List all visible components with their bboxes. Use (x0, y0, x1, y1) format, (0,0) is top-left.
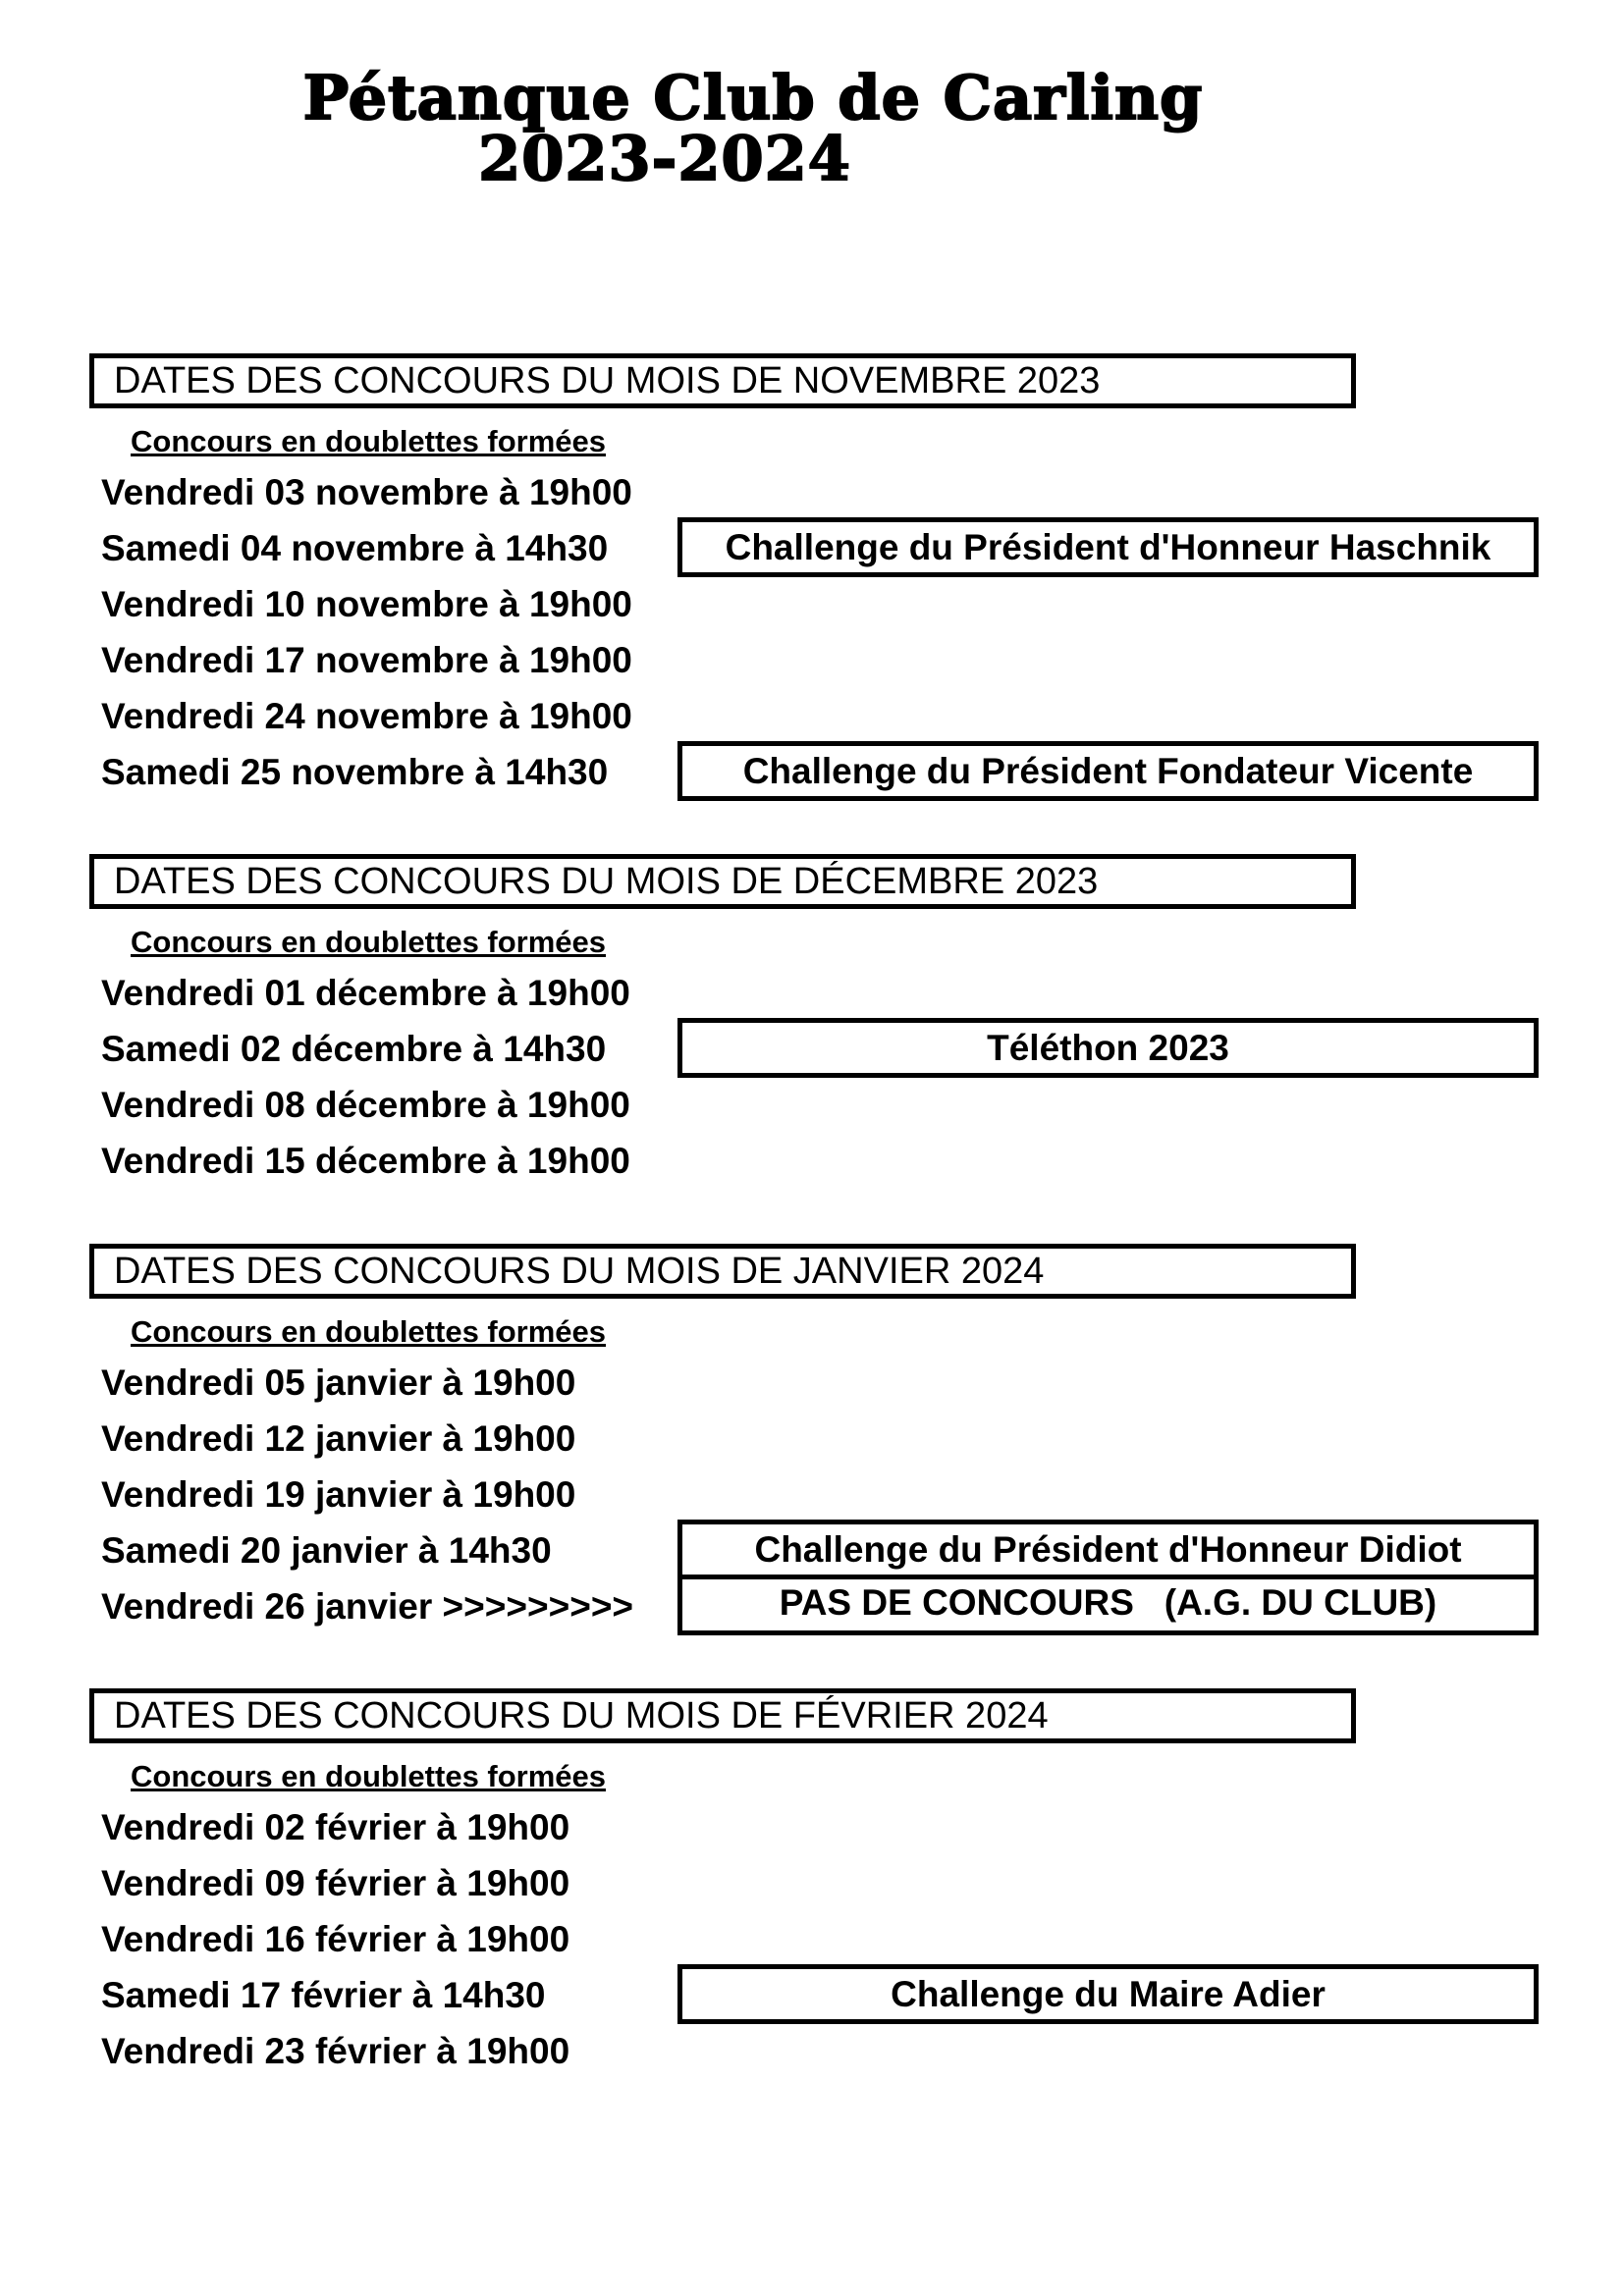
event-date: Vendredi 16 février à 19h00 (101, 1919, 570, 1959)
month-header: DATES DES CONCOURS DU MOIS DE DÉCEMBRE 2023 (89, 854, 1356, 909)
event-box: Challenge du Président d'Honneur Haschnik (677, 517, 1539, 577)
event-box: PAS DE CONCOURS (A.G. DU CLUB) (677, 1575, 1539, 1635)
section-subtitle: Concours en doublettes formées (131, 1759, 607, 1793)
month-header: DATES DES CONCOURS DU MOIS DE FÉVRIER 2024 (89, 1688, 1356, 1743)
section-subtitle: Concours en doublettes formées (131, 1314, 607, 1349)
list-item (0, 1021, 1624, 1077)
section-subtitle: Concours en doublettes formées (131, 424, 607, 458)
list-item (0, 1855, 1624, 1911)
list-item (0, 688, 1624, 744)
event-date: Vendredi 01 décembre à 19h00 (101, 973, 630, 1013)
section-subtitle: Concours en doublettes formées (131, 925, 607, 959)
list-item (0, 744, 1624, 800)
list-item (0, 1799, 1624, 1855)
event-box: Challenge du Président Fondateur Vicente (677, 741, 1539, 801)
event-date: Samedi 04 novembre à 14h30 (101, 528, 609, 568)
event-date: Vendredi 17 novembre à 19h00 (101, 640, 632, 680)
list-item (0, 1967, 1624, 2023)
event-date: Samedi 20 janvier à 14h30 (101, 1530, 552, 1571)
list-item (0, 1578, 1624, 1634)
list-item (0, 1467, 1624, 1522)
list-item (0, 1411, 1624, 1467)
event-date: Vendredi 02 février à 19h00 (101, 1807, 570, 1847)
month-header: DATES DES CONCOURS DU MOIS DE NOVEMBRE 2023 (89, 353, 1356, 408)
event-box: Challenge du Président d'Honneur Didiot (677, 1520, 1539, 1579)
list-item (0, 1355, 1624, 1411)
event-date: Vendredi 08 décembre à 19h00 (101, 1085, 630, 1125)
event-date: Samedi 02 décembre à 14h30 (101, 1029, 607, 1069)
page-title: Pétanque Club de Carling (302, 62, 1204, 133)
page-season: 2023-2024 (478, 123, 851, 194)
event-date: Vendredi 12 janvier à 19h00 (101, 1418, 576, 1459)
event-date: Vendredi 09 février à 19h00 (101, 1863, 570, 1903)
event-date: Samedi 17 février à 14h30 (101, 1975, 546, 2015)
event-date: Vendredi 10 novembre à 19h00 (101, 584, 632, 624)
event-date: Vendredi 24 novembre à 19h00 (101, 696, 632, 736)
list-item (0, 965, 1624, 1021)
list-item (0, 2023, 1624, 2079)
list-item (0, 464, 1624, 520)
event-date: Vendredi 26 janvier >>>>>>>>> (101, 1586, 634, 1627)
event-date: Samedi 25 novembre à 14h30 (101, 752, 609, 792)
list-item (0, 576, 1624, 632)
event-box: Challenge du Maire Adier (677, 1964, 1539, 2024)
month-header: DATES DES CONCOURS DU MOIS DE JANVIER 2024 (89, 1244, 1356, 1299)
event-box: Téléthon 2023 (677, 1018, 1539, 1078)
list-item (0, 632, 1624, 688)
list-item (0, 1522, 1624, 1578)
list-item (0, 1077, 1624, 1133)
event-date: Vendredi 23 février à 19h00 (101, 2031, 570, 2071)
event-date: Vendredi 15 décembre à 19h00 (101, 1141, 630, 1181)
event-date: Vendredi 03 novembre à 19h00 (101, 472, 632, 512)
list-item (0, 1133, 1624, 1189)
event-date: Vendredi 05 janvier à 19h00 (101, 1362, 576, 1403)
list-item (0, 520, 1624, 576)
list-item (0, 1911, 1624, 1967)
event-date: Vendredi 19 janvier à 19h00 (101, 1474, 576, 1515)
